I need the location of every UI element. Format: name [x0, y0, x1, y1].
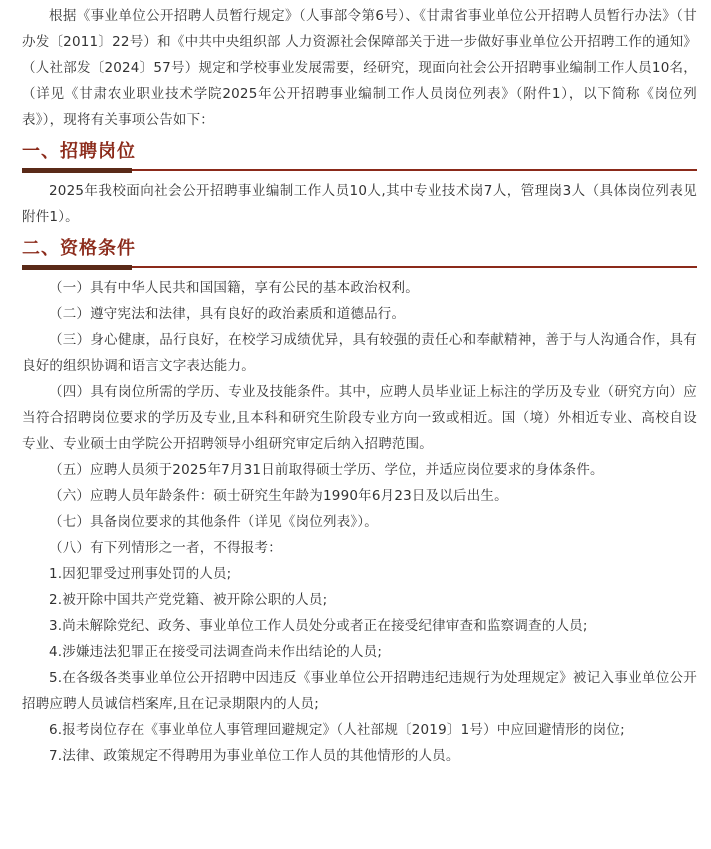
intro-paragraph: 根据《事业单位公开招聘人员暂行规定》（人事部令第6号）、《甘肃省事业单位公开招聘人员暂行办法》（甘办发〔2011〕22号）和《中共中央组织部 人力资源社会保障部关于进一步做好事业单位公开招聘工作的通知》（人社部发〔2024〕57号）规定和学校事业发展需要，经研究，现面向社会公开招聘事业编制工作人员10名，（详见《甘肃农业职业技术学院2025年公开招聘事业编制工作人员岗位列表》（附件1），以下简称《岗位列表》），现将有关事项公告如下： — [22, 8, 697, 128]
section-heading-positions — [22, 138, 697, 172]
exclusion-item: 5.在各级各类事业单位公开招聘中因违反《事业单位公开招聘违纪违规行为处理规定》被记入事业单位公开招聘应聘人员诚信档案库,且在记录期限内的人员; — [22, 670, 697, 712]
exclusion-item: 4.涉嫌违法犯罪正在接受司法调查尚未作出结论的人员; — [49, 644, 383, 660]
section-heading-qualifications — [22, 235, 697, 269]
condition-item: （四）具有岗位所需的学历、专业及技能条件。其中，应聘人员毕业证上标注的学历及专业（研究方向）应当符合招聘岗位要求的学历及专业,且本科和研究生阶段专业方向一致或相近。国（境）外相近专业、高校自设专业、专业硕士由学院公开招聘领导小组研究审定后纳入招聘范围。 — [22, 384, 697, 452]
positions-paragraph: 2025年我校面向社会公开招聘事业编制工作人员10人,其中专业技术岗7人，管理岗3人（具体岗位列表见附件1）。 — [22, 183, 697, 225]
conditions-list — [22, 275, 697, 561]
exclusion-item: 6.报考岗位存在《事业单位人事管理回避规定》（人社部规〔2019〕1号）中应回避情形的岗位; — [49, 722, 625, 738]
exclusion-item: 3.尚未解除党纪、政务、事业单位工作人员处分或者正在接受纪律审查和监察调查的人员; — [49, 618, 588, 634]
condition-item: （六）应聘人员年龄条件：硕士研究生年龄为1990年6月23日及以后出生。 — [49, 488, 508, 504]
condition-item: （八）有下列情形之一者，不得报考： — [49, 540, 282, 556]
condition-item: （三）身心健康，品行良好，在校学习成绩优异，具有较强的责任心和奉献精神，善于与人沟通合作，具有良好的组织协调和语言文字表达能力。 — [22, 332, 697, 374]
condition-item: （七）具备岗位要求的其他条件（详见《岗位列表》）。 — [49, 514, 378, 530]
section-title: 二、资格条件 — [22, 238, 136, 259]
condition-item: （五）应聘人员须于2025年7月31日前取得硕士学历、学位，并适应岗位要求的身体条件。 — [49, 462, 604, 478]
exclusion-item: 1.因犯罪受过刑事处罚的人员; — [49, 566, 232, 582]
section-underbar — [22, 168, 132, 173]
exclusions-list — [22, 561, 697, 769]
section-title: 一、招聘岗位 — [22, 141, 136, 162]
section-underbar — [22, 265, 132, 270]
exclusion-item: 2.被开除中国共产党党籍、被开除公职的人员; — [49, 592, 328, 608]
exclusion-item: 7.法律、政策规定不得聘用为事业单位工作人员的其他情形的人员。 — [49, 748, 460, 764]
condition-item: （一）具有中华人民共和国国籍，享有公民的基本政治权利。 — [49, 280, 419, 296]
condition-item: （二）遵守宪法和法律，具有良好的政治素质和道德品行。 — [49, 306, 406, 322]
